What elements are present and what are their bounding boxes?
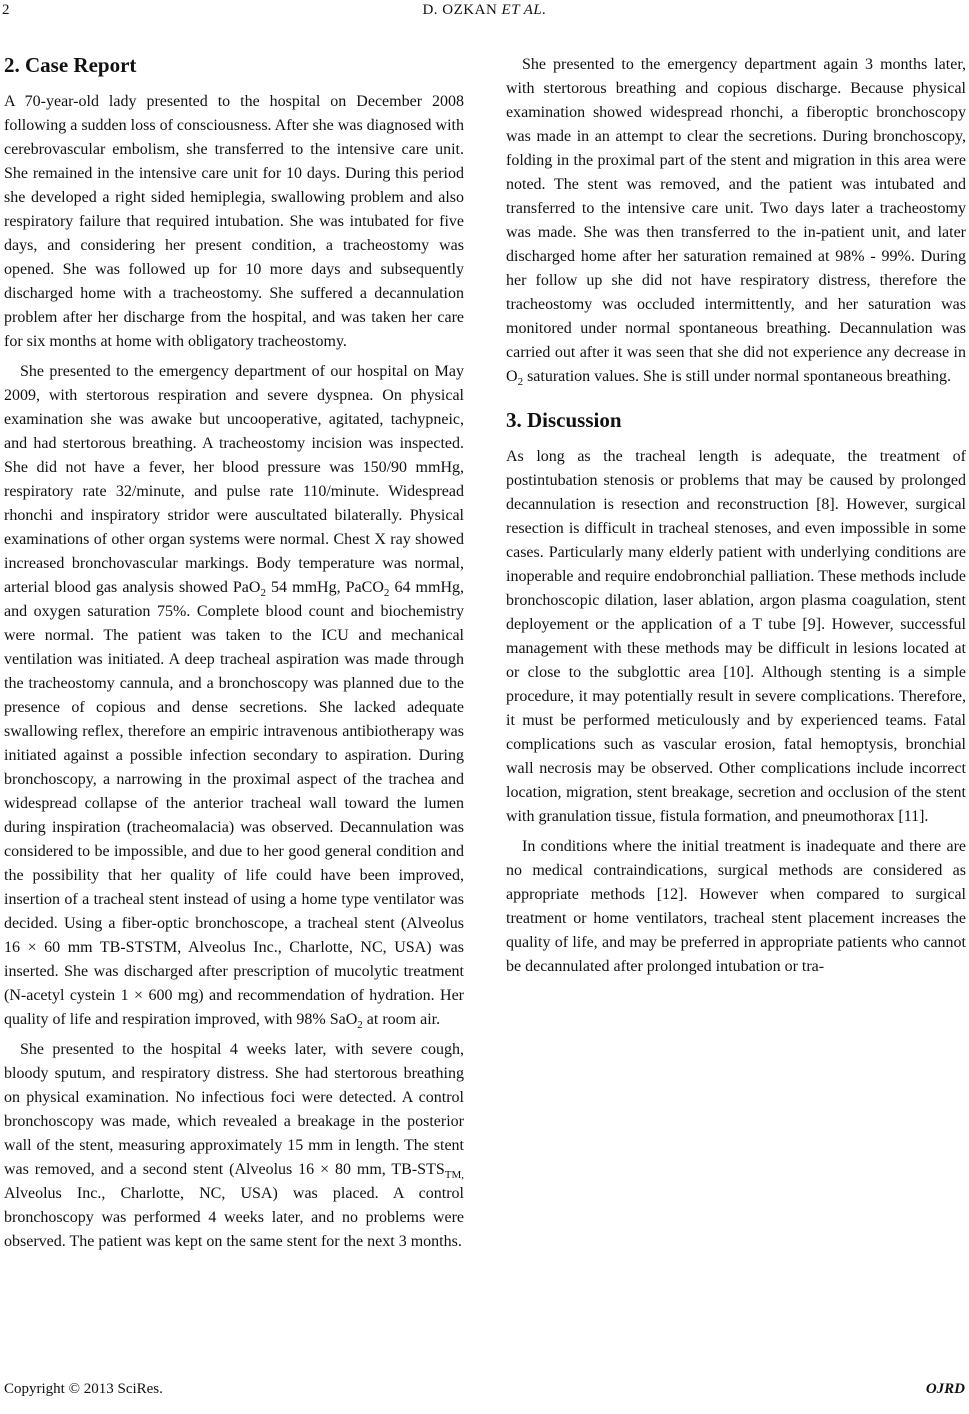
case-report-paragraph-2 xyxy=(4,360,464,1032)
copyright-notice: Copyright © 2013 SciRes. xyxy=(4,1381,163,1397)
p2-text-b: 54 mmHg, PaCO xyxy=(265,579,384,596)
p2-subscript-3: 2 xyxy=(357,1019,363,1032)
case-report-heading: 2. Case Report xyxy=(4,53,137,77)
p3-text-b: Alveolus Inc., Charlotte, NC, USA) was placed. A control bronchoscopy was performed 4 weeks later, and no problems were observed. The patient was kept on the same stent for the next 3 months. xyxy=(4,1185,464,1250)
p4-text-a: She presented to the emergency department again 3 months later, with stertorous breathing and copious discharge. Because physical examination showed widespread rhonchi, a fiberoptic bronchoscopy was made in an attempt to clear the secretions. During bronchoscopy, folding in the proximal part of the stent and migration in this area were noted. The stent was removed, and the patient was intubated and transferred to the intensive care unit. Two days later a tracheostomy was made. She was then transferred to the in-patient unit, and later discharged home after her saturation remained at 98% - 99%. During her follow up she did not have respiratory distress, therefore the tracheostomy was occluded intermittently, and her saturation was monitored under normal spontaneous breathing. Decannulation was carried out after it was seen that she did not experience any decrease in O xyxy=(506,56,966,385)
p3-text-a: She presented to the hospital 4 weeks later, with severe cough, bloody sputum, and respiratory distress. She had stertorous breathing on physical examination. No infectious foci were detected. A control bronchoscopy was made, which revealed a breakage in the posterior wall of the stent, measuring approximately 15 mm in length. The stent was removed, and a second stent (Alveolus 16 × 80 mm, TB-STS xyxy=(4,1041,464,1178)
page-header xyxy=(0,0,969,26)
running-head-authors: D. OZKAN xyxy=(422,2,498,18)
running-head xyxy=(0,2,969,19)
p4-subscript: 2 xyxy=(517,376,524,389)
p3-subscript: TM, xyxy=(444,1169,464,1182)
discussion-heading: 3. Discussion xyxy=(506,408,622,432)
p2-text-d: at room air. xyxy=(362,1011,441,1028)
case-report-paragraph-4 xyxy=(506,53,966,389)
discussion-paragraph-1: As long as the tracheal length is adequate, the treatment of postintubation stenosis or problems that may be caused by prolonged decannulation is resection and reconstruction [8]. However, surgical resection is difficult in tracheal stenoses, and even impossible in some cases. Particularly many elderly patient with underlying conditions are inoperable and require endobronchial palliation. These methods include bronchoscopic dilation, laser ablation, argon plasma coagulation, stent deployement or the application of a T tube [9]. However, successful management with these methods may be difficult in lesions located at or close to the subglottic area [10]. Although stenting is a simple procedure, it may potentially result in severe complications. Therefore, it must be performed meticulously and by experienced teams. Fatal complications such as vascular erosion, fatal hemoptysis, bronchial wall necrosis may be observed. Other complications include incorrect location, migration, stent breakage, secretion and occlusion of the stent with granulation tissue, fistula formation, and pneumothorax [11]. xyxy=(506,448,966,825)
right-column xyxy=(506,53,966,979)
running-head-et-al: ET AL. xyxy=(501,2,547,18)
discussion-paragraph-2: In conditions where the initial treatment is inadequate and there are no medical contraindications, surgical methods are considered as appropriate methods [12]. However when compared to surgical treatment or home ventilators, tracheal stent placement increases the quality of life, and may be preferred in appropriate patients who cannot be decannulated after prolonged intubation or tra- xyxy=(506,838,966,975)
p2-subscript-2: 2 xyxy=(383,587,390,600)
journal-abbreviation: OJRD xyxy=(925,1381,965,1397)
p2-subscript-1: 2 xyxy=(260,587,266,600)
p2-text-a: She presented to the emergency department of our hospital on May 2009, with stertorous respiration and severe dyspnea. On physical examination she was awake but uncooperative, agitated, tachypneic, and had stertorous breathing. A tracheostomy incision was inspected. She did not have a fever, her blood pressure was 150/90 mmHg, respiratory rate 32/minute, and pulse rate 110/minute. Widespread rhonchi and inspiratory stridor were auscultated bilaterally. Physical examinations of other organ systems were normal. Chest X ray showed increased bronchovascular markings. Body temperature was normal, arterial blood gas analysis showed PaO xyxy=(4,363,464,596)
p4-text-b: saturation values. She is still under normal spontaneous breathing. xyxy=(523,368,951,385)
case-report-paragraph-3 xyxy=(4,1038,464,1254)
case-report-paragraph-1: A 70-year-old lady presented to the hospital on December 2008 following a sudden loss of consciousness. After she was diagnosed with cerebrovascular embolism, she transferred to the intensive care unit. She remained in the intensive care unit for 10 days. During this period she developed a right sided hemiplegia, swallowing problem and also respiratory failure that required intubation. She was intubated for five days, and considering her present condition, a tracheostomy was opened. She was followed up for 10 more days and subsequently discharged home with a tracheostomy. She suffered a decannulation problem after her discharge from the hospital, and was taken her care for six months at home with obligatory tracheostomy. xyxy=(4,93,464,350)
left-column xyxy=(4,50,464,1254)
p2-text-c: 64 mmHg, and oxygen saturation 75%. Complete blood count and biochemistry were normal. The patient was taken to the ICU and mechanical ventilation was initiated. A deep tracheal aspiration was made through the tracheostomy cannula, and a bronchoscopy was planned due to the presence of copious and dense secretions. She lacked adequate swallowing reflex, therefore an empiric intravenous antibiotherapy was initiated against a possible infection secondary to aspiration. During bronchoscopy, a narrowing in the proximal aspect of the trachea and widespread collapse of the anterior tracheal wall toward the lumen during inspiration (tracheomalacia) was observed. Decannulation was considered to be impossible, and due to her good general condition and the possibility that her quality of life could have been improved, insertion of a tracheal stent instead of using a home type ventilator was decided. Using a fiber-optic bronchoscope, a tracheal stent (Alveolus 16 × 60 mm TB-STSTM, Alveolus Inc., Charlotte, NC, USA) was inserted. She was discharged after prescription of mucolytic treatment (N-acetyl cystein 1 × 600 mg) and recommendation of hydration. Her quality of life and respiration improved, with 98% SaO xyxy=(4,579,464,1028)
page-number: 2 xyxy=(2,2,10,18)
